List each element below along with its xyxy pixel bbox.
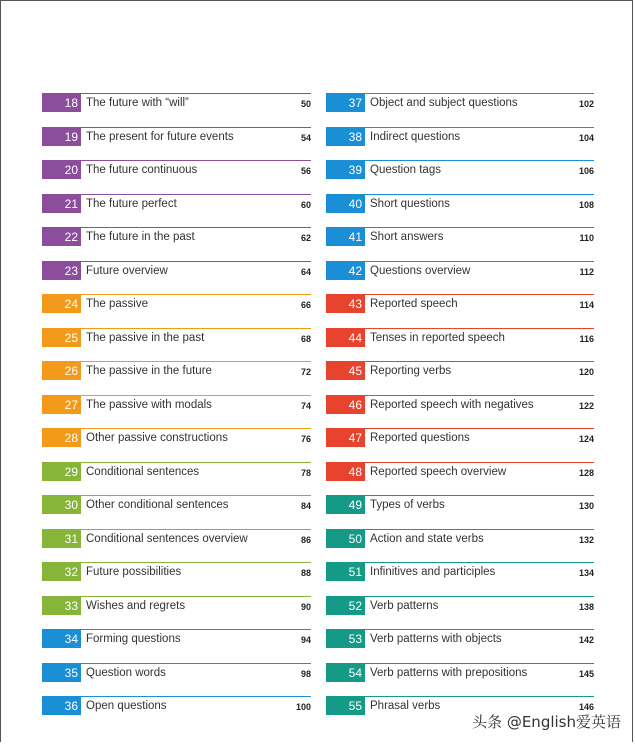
toc-entry[interactable] (42, 194, 311, 214)
chapter-number: 53 (326, 630, 365, 648)
chapter-title: Verb patterns (370, 599, 439, 612)
toc-entry[interactable] (42, 562, 311, 582)
toc-entry[interactable] (42, 160, 311, 180)
toc-entry[interactable] (42, 328, 311, 348)
page-number: 122 (578, 400, 594, 411)
chapter-title: The future with “will” (86, 97, 189, 109)
page-number: 84 (300, 501, 311, 511)
toc-entry[interactable] (326, 495, 594, 515)
chapter-title: Infinitives and participles (370, 566, 496, 578)
chapter-title: Questions overview (370, 264, 471, 277)
chapter-title: Question tags (370, 164, 441, 176)
toc-entry[interactable] (42, 495, 311, 515)
chapter-title: Reported questions (370, 432, 470, 444)
page-number: 134 (578, 568, 594, 578)
chapter-number: 22 (42, 228, 81, 246)
chapter-number: 23 (42, 262, 81, 280)
chapter-number: 20 (42, 161, 81, 179)
chapter-number: 36 (42, 697, 81, 715)
chapter-title: The passive with modals (86, 398, 212, 411)
page-number: 145 (578, 668, 594, 679)
page-number: 108 (578, 199, 594, 210)
toc-entry[interactable] (42, 529, 311, 549)
chapter-number: 37 (326, 94, 365, 112)
toc-entry[interactable] (42, 294, 311, 314)
chapter-number: 45 (326, 362, 365, 380)
page-number: 74 (300, 400, 311, 411)
toc-entry[interactable] (326, 562, 594, 582)
page-number: 98 (300, 668, 311, 679)
chapter-title: Conditional sentences overview (86, 532, 248, 545)
toc-entry[interactable] (326, 227, 594, 247)
page-number: 120 (578, 367, 594, 377)
page-number: 50 (300, 99, 311, 109)
page-number: 132 (578, 534, 594, 545)
toc-entry[interactable] (326, 629, 594, 649)
chapter-number: 28 (42, 429, 81, 447)
toc-entry[interactable] (326, 462, 594, 482)
chapter-title: Future possibilities (86, 566, 182, 578)
page-number: 146 (578, 702, 594, 712)
toc-entry[interactable] (326, 93, 594, 113)
chapter-number: 50 (326, 530, 365, 548)
page-number: 102 (578, 99, 594, 109)
toc-entry[interactable] (326, 361, 594, 381)
toc-left-column (42, 93, 311, 730)
toc-entry[interactable] (326, 395, 594, 415)
toc-entry[interactable] (326, 596, 594, 616)
chapter-title: Open questions (86, 700, 167, 712)
chapter-title: Question words (86, 666, 166, 679)
toc-entry[interactable] (42, 696, 311, 716)
page-number: 142 (578, 635, 594, 645)
toc-entry[interactable] (42, 127, 311, 147)
toc-entry[interactable] (42, 361, 311, 381)
toc-entry[interactable] (326, 194, 594, 214)
page-number: 114 (579, 300, 594, 310)
chapter-title: Reported speech (370, 298, 458, 310)
toc-entry[interactable] (42, 596, 311, 616)
chapter-title: Forming questions (86, 633, 181, 645)
chapter-title: Reported speech overview (370, 465, 507, 478)
chapter-title: Future overview (86, 264, 168, 277)
toc-entry[interactable] (42, 261, 311, 281)
chapter-number: 30 (42, 496, 81, 514)
chapter-title: Other conditional sentences (86, 499, 229, 511)
toc-entry[interactable] (42, 93, 311, 113)
toc-entry[interactable] (326, 261, 594, 281)
chapter-title: The present for future events (86, 130, 234, 143)
chapter-number: 21 (42, 195, 81, 213)
page-number: 128 (578, 467, 594, 478)
chapter-number: 27 (42, 396, 81, 414)
page-number: 124 (578, 434, 594, 444)
chapter-number: 32 (42, 563, 81, 581)
page-number: 130 (578, 501, 594, 511)
chapter-number: 42 (326, 262, 365, 280)
page-number: 68 (300, 333, 311, 344)
page-number: 106 (578, 166, 594, 176)
toc-entry[interactable] (326, 529, 594, 549)
page-number: 138 (578, 601, 594, 612)
chapter-number: 39 (326, 161, 365, 179)
chapter-title: The future perfect (86, 197, 177, 210)
toc-entry[interactable] (42, 395, 311, 415)
chapter-number: 18 (42, 94, 81, 112)
chapter-number: 48 (326, 463, 365, 481)
chapter-number: 34 (42, 630, 81, 648)
toc-right-column (326, 93, 594, 730)
chapter-title: The future continuous (86, 164, 198, 176)
chapter-title: Types of verbs (370, 499, 445, 511)
chapter-title: Verb patterns with objects (370, 633, 502, 645)
toc-entry[interactable] (326, 428, 594, 448)
chapter-title: Action and state verbs (370, 532, 484, 545)
chapter-title: Other passive constructions (86, 432, 228, 444)
chapter-title: The passive in the past (86, 331, 205, 344)
chapter-title: Wishes and regrets (86, 599, 186, 612)
page-number: 54 (300, 132, 311, 143)
page-number: 88 (300, 568, 311, 578)
chapter-title: Reported speech with negatives (370, 398, 534, 411)
toc-entry[interactable] (42, 227, 311, 247)
page-number: 66 (300, 300, 311, 310)
page-number: 78 (300, 467, 311, 478)
watermark: 头条 @English爱英语 (472, 713, 621, 731)
page-number: 60 (300, 199, 311, 210)
toc-entry[interactable] (326, 663, 594, 683)
chapter-number: 19 (42, 128, 81, 146)
chapter-title: Object and subject questions (370, 97, 518, 109)
page-number: 90 (300, 601, 311, 612)
chapter-number: 29 (42, 463, 81, 481)
page-number: 86 (300, 534, 311, 545)
page-number: 94 (300, 635, 311, 645)
toc-entry[interactable] (326, 294, 594, 314)
chapter-title: Short questions (370, 197, 450, 210)
chapter-number: 26 (42, 362, 81, 380)
page-number: 112 (579, 266, 594, 277)
page-number: 116 (579, 333, 594, 344)
toc-entry[interactable] (42, 663, 311, 683)
page-number: 100 (295, 702, 311, 712)
chapter-number: 46 (326, 396, 365, 414)
chapter-number: 31 (42, 530, 81, 548)
page-number: 64 (300, 266, 311, 277)
chapter-title: The future in the past (86, 231, 195, 243)
page-number: 110 (579, 233, 594, 243)
chapter-number: 35 (42, 664, 81, 682)
chapter-number: 25 (42, 329, 81, 347)
chapter-number: 40 (326, 195, 365, 213)
chapter-number: 43 (326, 295, 365, 313)
chapter-number: 24 (42, 295, 81, 313)
chapter-number: 54 (326, 664, 365, 682)
chapter-title: Tenses in reported speech (370, 331, 505, 344)
page-number: 76 (300, 434, 311, 444)
chapter-number: 52 (326, 597, 365, 615)
toc-entry[interactable] (326, 328, 594, 348)
toc-entry[interactable] (42, 462, 311, 482)
page-number: 104 (578, 132, 594, 143)
toc-entry[interactable] (42, 629, 311, 649)
toc-entry[interactable] (326, 127, 594, 147)
chapter-title: The passive in the future (86, 365, 212, 377)
chapter-number: 47 (326, 429, 365, 447)
chapter-title: Phrasal verbs (370, 700, 441, 712)
toc-entry[interactable] (326, 160, 594, 180)
chapter-title: Short answers (370, 231, 444, 243)
chapter-title: The passive (86, 298, 149, 310)
page-number: 56 (300, 166, 311, 176)
chapter-number: 33 (42, 597, 81, 615)
chapter-number: 44 (326, 329, 365, 347)
page-number: 62 (300, 233, 311, 243)
chapter-title: Reporting verbs (370, 365, 452, 377)
chapter-number: 49 (326, 496, 365, 514)
chapter-number: 51 (326, 563, 365, 581)
chapter-title: Verb patterns with prepositions (370, 666, 528, 679)
chapter-title: Indirect questions (370, 130, 461, 143)
chapter-number: 41 (326, 228, 365, 246)
toc-entry[interactable] (42, 428, 311, 448)
chapter-number: 38 (326, 128, 365, 146)
chapter-title: Conditional sentences (86, 465, 200, 478)
page-number: 72 (300, 367, 311, 377)
chapter-number: 55 (326, 697, 365, 715)
